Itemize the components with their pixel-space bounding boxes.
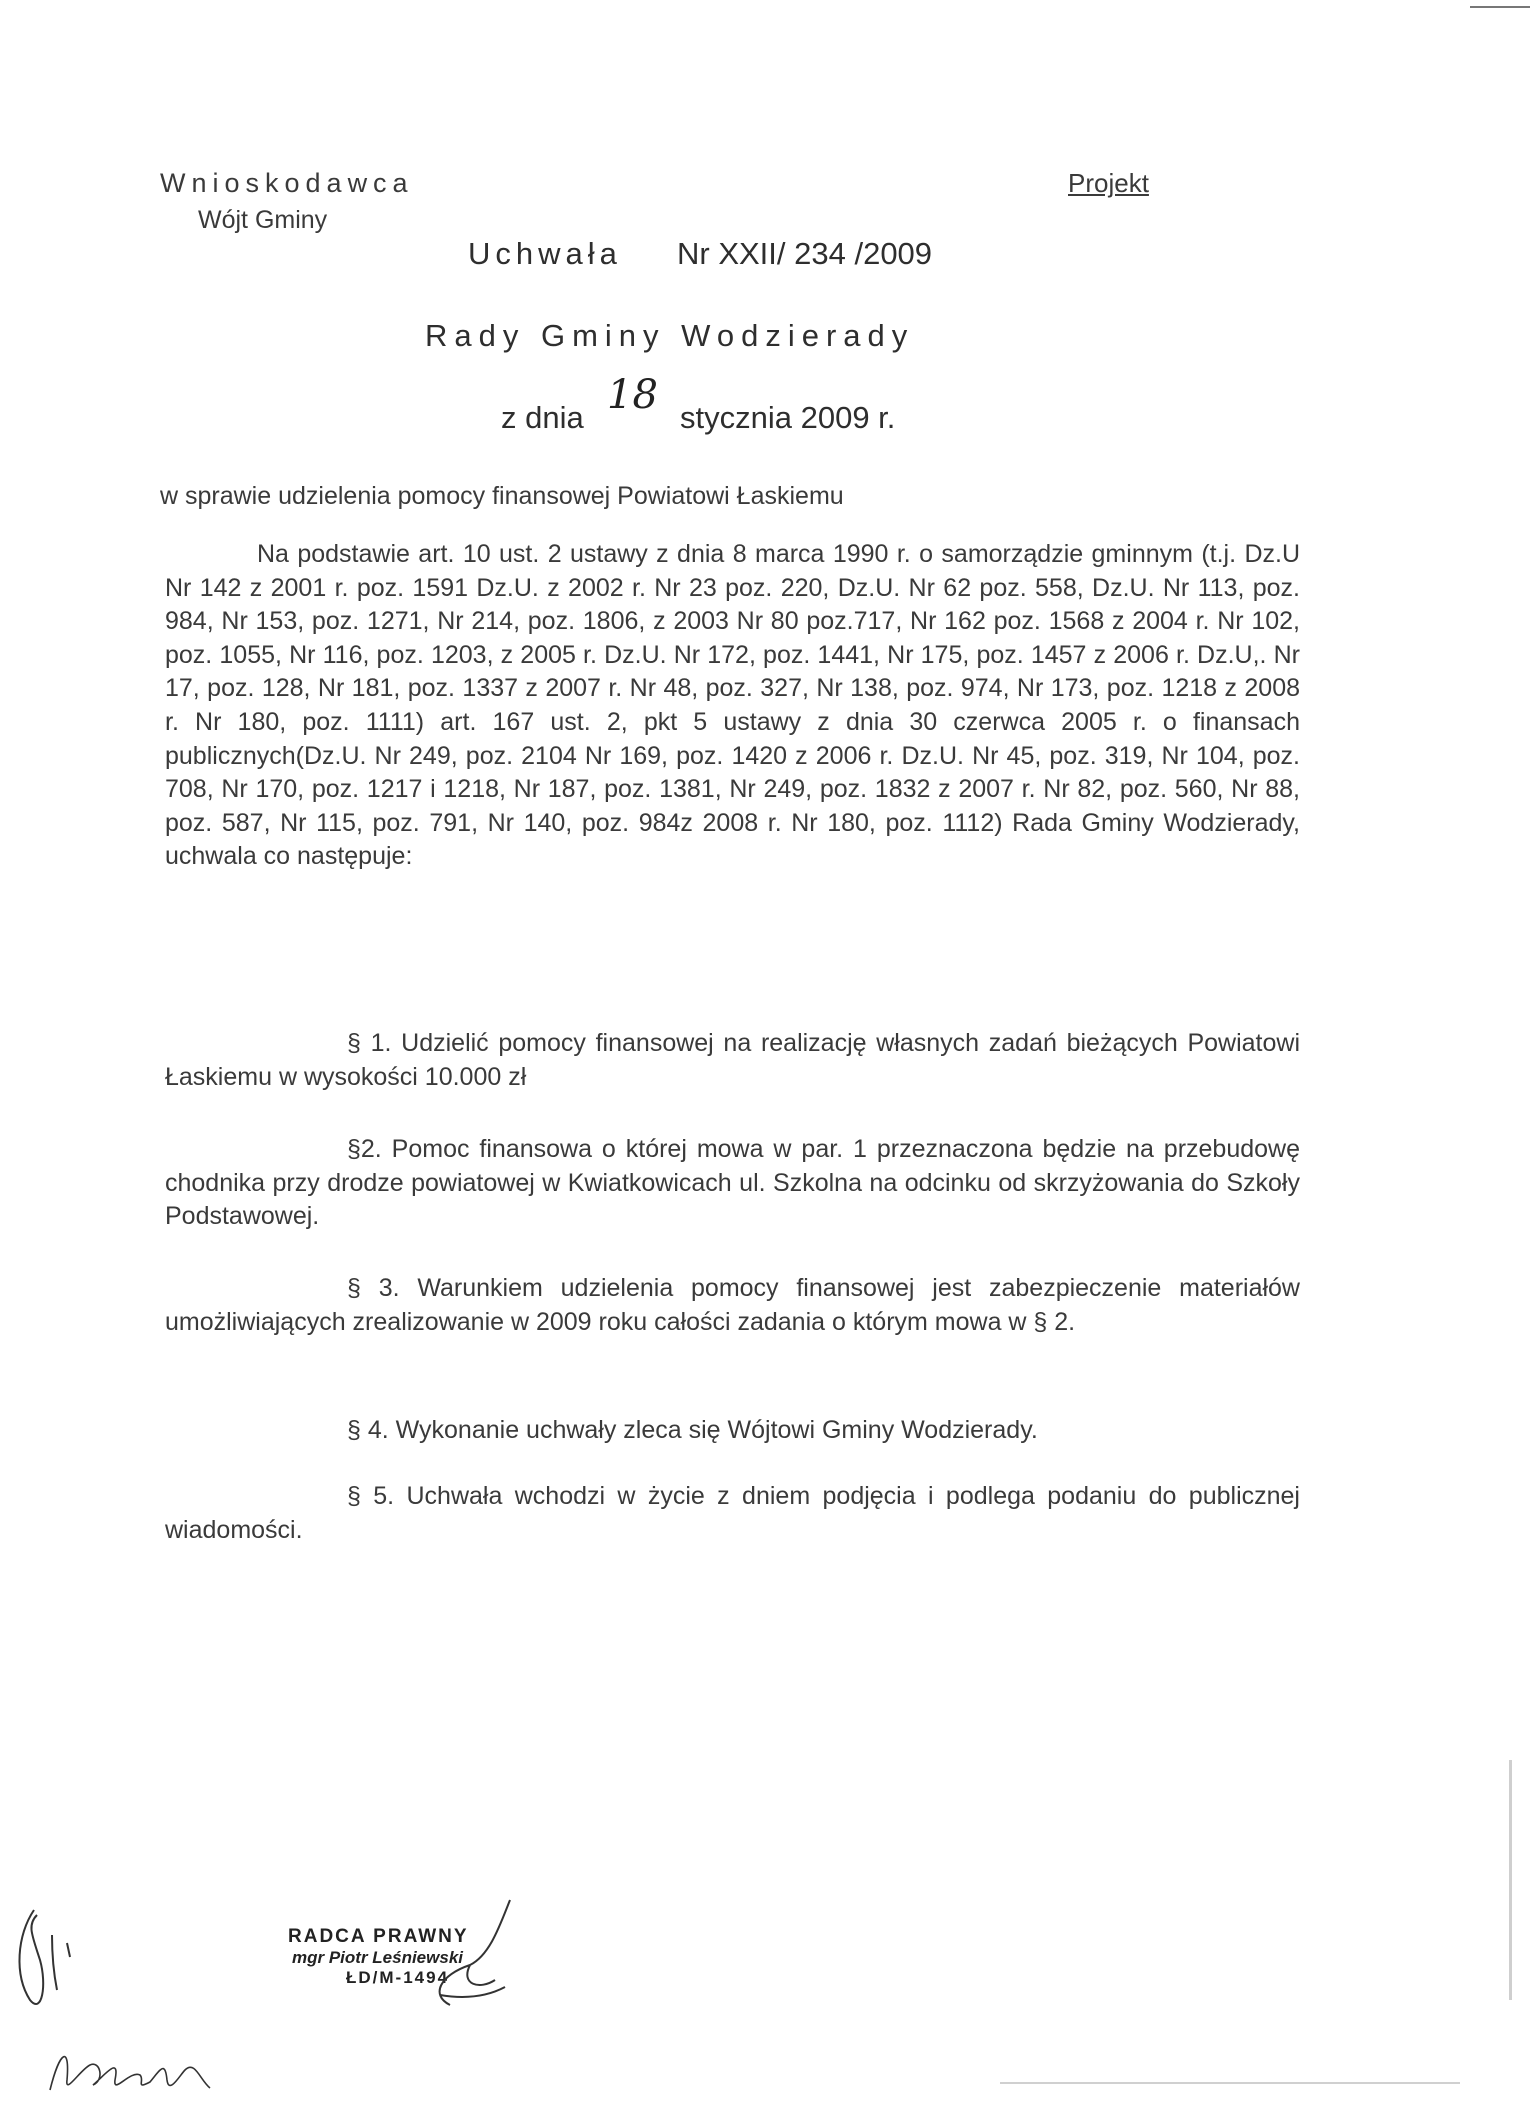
date-suffix: stycznia 2009 r. <box>680 400 896 435</box>
council-name: Rady Gminy Wodzierady <box>425 318 915 353</box>
paragraph-4: § 4. Wykonanie uchwały zleca się Wójtowi Gminy Wodzierady. <box>347 1416 1038 1444</box>
scan-artifact-bottom <box>1000 2082 1460 2084</box>
legal-basis-paragraph: Na podstawie art. 10 ust. 2 ustawy z dnia 8 marca 1990 r. o samorządzie gminnym (t.j. Dz.U Nr 142 z 2001 r. poz. 1591 Dz.U. z 2002 r. Nr 23 poz. 220, Dz.U. Nr 62 poz. 558, Dz.U. Nr 113, poz. 984, Nr 153, poz. 1271, Nr 214, poz. 1806, z 2003 Nr 80 poz.717, Nr 162 poz. 1568 z 2004 r. Nr 102, poz. 1055, Nr 116, poz. 1203, z 2005 r. Dz.U. Nr 172, poz. 1441, Nr 175, poz. 1457 z 2006 r. Dz.U,. Nr 17, poz. 128, Nr 181, poz. 1337 z 2007 r. Nr 48, poz. 327, Nr 138, poz. 974, Nr 173, poz. 1218 z 2008 r. Nr 180, poz. 1111) art. 167 ust. 2, pkt 5 ustawy z dnia 30 czerwca 2005 r. o finansach publicznych(Dz.U. Nr 249, poz. 2104 Nr 169, poz. 1420 z 2006 r. Dz.U. Nr 45, poz. 319, Nr 104, poz. 708, Nr 170, poz. 1217 i 1218, Nr 187, poz. 1381, Nr 249, poz. 1832 z 2007 r. Nr 82, poz. 560, Nr 88, poz. 587, Nr 115, poz. 791, Nr 140, poz. 984z 2008 r. Nr 180, poz. 1112) Rada Gminy Wodzierady, uchwala co następuje: <box>165 540 1300 871</box>
handwritten-signature <box>45 2040 225 2100</box>
paragraph-5: § 5. Uchwała wchodzi w życie z dniem podjęcia i podlega podaniu do publicznej wiadomości. <box>165 1482 1300 1544</box>
applicant-label: Wnioskodawca <box>160 168 414 198</box>
scan-artifact-edge <box>1509 1760 1512 2000</box>
initials-signature <box>12 1905 82 2045</box>
paragraph-1: § 1. Udzielić pomocy finansowej na realizację własnych zadań bieżących Powiatowi Łaskiemu w wysokości 10.000 zł <box>165 1029 1300 1091</box>
stamp-title: RADCA PRAWNY <box>288 1926 469 1947</box>
resolution-subject: w sprawie udzielenia pomocy finansowej Powiatowi Łaskiemu <box>160 482 844 510</box>
resolution-number: Nr XXII/ 234 /2009 <box>677 236 933 271</box>
date-prefix: z dnia <box>501 400 584 435</box>
draft-label: Projekt <box>1068 168 1149 198</box>
stamp-signature <box>410 1895 520 2015</box>
resolution-title: Uchwała <box>468 236 622 271</box>
scan-artifact-line <box>1470 6 1530 8</box>
applicant-name: Wójt Gminy <box>198 206 328 234</box>
stamp-name: mgr Piotr Leśniewski <box>292 1948 463 1967</box>
paragraph-2: §2. Pomoc finansowa o której mowa w par. 1 przeznaczona będzie na przebudowę chodnika przy drodze powiatowej w Kwiatkowicach ul. Szkolna na odcinku od skrzyżowania do Szkoły Podstawowej. <box>165 1135 1300 1231</box>
stamp-license: ŁD/M-1494 <box>346 1968 450 1987</box>
date-day-handwritten: 18 <box>607 372 658 418</box>
paragraph-3: § 3. Warunkiem udzielenia pomocy finansowej jest zabezpieczenie materiałów umożliwiających zrealizowanie w 2009 roku całości zadania o którym mowa w § 2. <box>165 1274 1300 1336</box>
